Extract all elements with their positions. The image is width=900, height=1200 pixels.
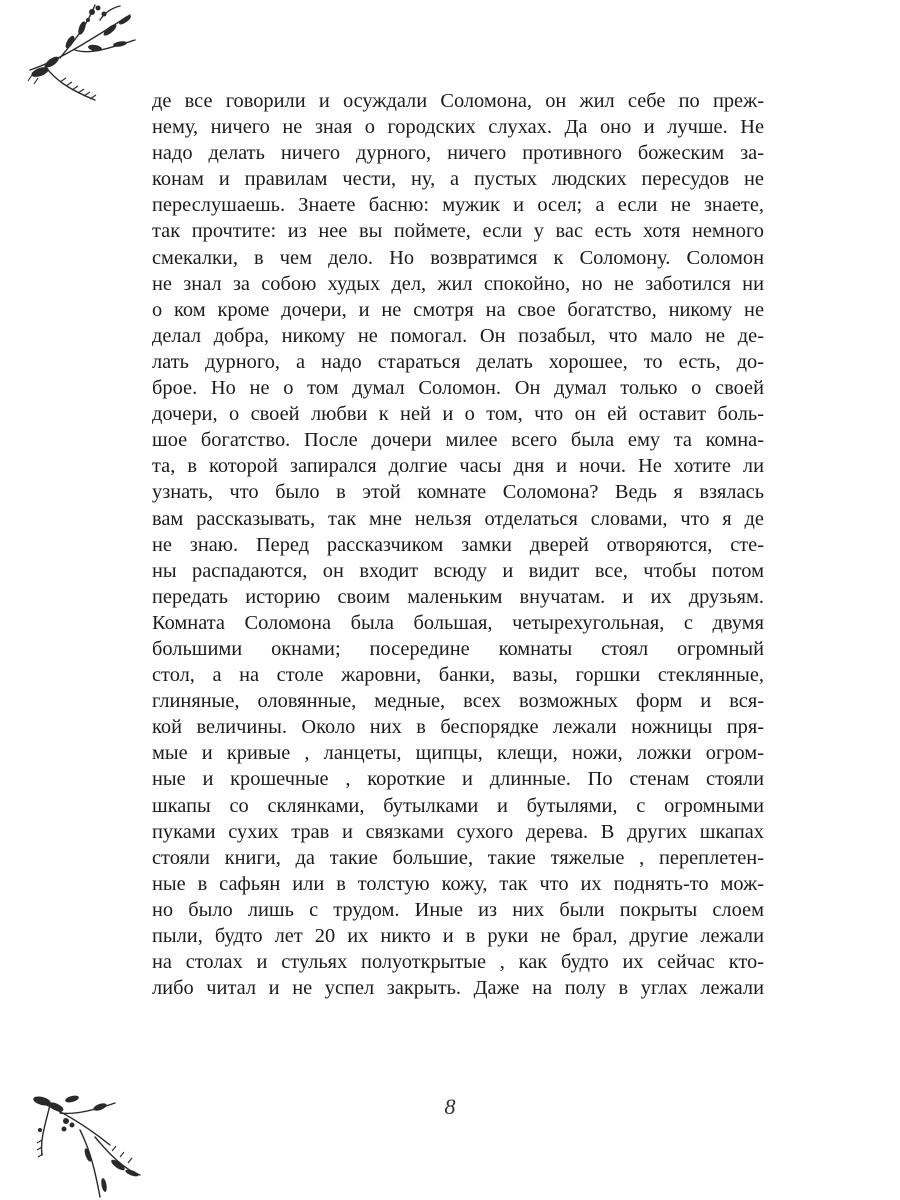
text-line: шкапы со склянками, бутылками и бутылями, с огромными: [152, 794, 764, 817]
text-line: либо читал и не успел закрыть. Даже на полу в углах лежали: [152, 977, 764, 1000]
floral-ornament-top-icon: [0, 0, 150, 110]
text-line: так прочтите: из нее вы поймете, если у вас есть хотя немного: [152, 220, 764, 243]
text-line: делал добра, никому не помогал. Он позабыл, что мало не де-: [152, 324, 764, 347]
text-line: нему, ничего не зная о городских слухах. Да оно и лучше. Не: [152, 116, 764, 139]
text-line: глиняные, оловянные, медные, всех возможных форм и вся-: [152, 690, 764, 713]
text-line: надо делать ничего дурного, ничего противного божеским за-: [152, 142, 764, 165]
text-line: кой величины. Около них в беспорядке лежали ножницы пря-: [152, 716, 764, 739]
text-line: ные в сафьян или в толстую кожу, так что их поднять-то мож-: [152, 872, 764, 895]
text-line: не знаю. Перед рассказчиком замки дверей отворяются, сте-: [152, 533, 764, 556]
body-text: [152, 88, 764, 1001]
text-line: на столах и стульях полуоткрытые , как будто их сейчас кто-: [152, 951, 764, 974]
text-line: но было лишь с трудом. Иные из них были покрыты слоем: [152, 898, 764, 921]
text-line: вам рассказывать, так мне нельзя отделаться словами, что я де: [152, 507, 764, 530]
text-line: лать дурного, а надо стараться делать хорошее, то есть, до-: [152, 350, 764, 373]
text-line: узнать, что было в этой комнате Соломона? Ведь я взялась: [152, 481, 764, 504]
text-line: брое. Но не о том думал Соломон. Он думал только о своей: [152, 377, 764, 400]
text-line: конам и правилам чести, ну, а пустых людских пересудов не: [152, 168, 764, 191]
text-line: пуками сухих трав и связками сухого дерева. В других шкапах: [152, 820, 764, 843]
text-line: Комната Соломона была большая, четырехугольная, с двумя: [152, 611, 764, 634]
text-line: не знал за собою худых дел, жил спокойно, но не заботился ни: [152, 272, 764, 295]
text-line: стол, а на столе жаровни, банки, вазы, горшки стеклянные,: [152, 664, 764, 687]
text-line: большими окнами; посередине комнаты стоял огромный: [152, 637, 764, 660]
page-number: 8: [444, 1094, 456, 1119]
text-line: стояли книги, да такие большие, такие тяжелые , переплетен-: [152, 846, 764, 869]
text-line: ные и крошечные , короткие и длинные. По стенам стояли: [152, 768, 764, 791]
text-line: передать историю своим маленьким внучатам. и их друзьям.: [152, 585, 764, 608]
text-line: дочери, о своей любви к ней и о том, что он ей оставит боль-: [152, 403, 764, 426]
floral-ornament-bottom-icon: [0, 1085, 150, 1200]
text-line: ны распадаются, он входит всюду и видит все, чтобы потом: [152, 559, 764, 582]
text-line: смекалки, в чем дело. Но возвратимся к Соломону. Соломон: [152, 246, 764, 269]
text-line: о ком кроме дочери, и не смотря на свое богатство, никому не: [152, 298, 764, 321]
text-line: де все говорили и осуждали Соломона, он жил себе по преж-: [152, 90, 764, 112]
text-line: та, в которой запирался долгие часы дня и ночи. Не хотите ли: [152, 455, 764, 478]
text-line: переслушаешь. Знаете басню: мужик и осел; а если не знаете,: [152, 194, 764, 217]
text-line: пыли, будто лет 20 их никто и в руки не брал, другие лежали: [152, 925, 764, 947]
text-line: мые и кривые , ланцеты, щипцы, клещи, ножи, ложки огром-: [152, 742, 764, 765]
text-line: шое богатство. После дочери милее всего была ему та комна-: [152, 429, 764, 452]
